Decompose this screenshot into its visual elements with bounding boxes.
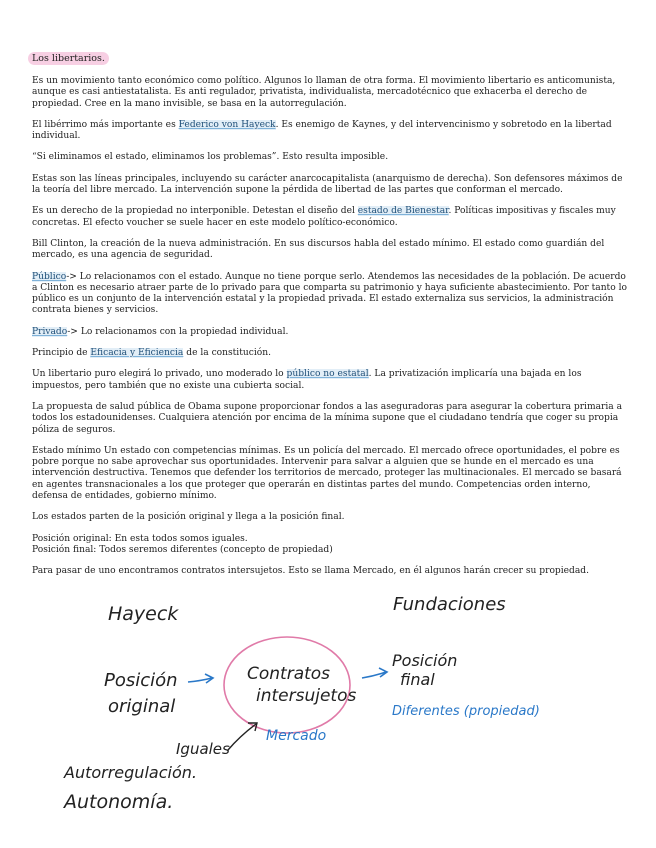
- paragraph-clinton: Bill Clinton, la creación de la nueva administración. En sus discursos habla del estado mínimo. El estado como guardián del mercado, es una agencia de seguridad.: [32, 238, 605, 261]
- sketch-fundaciones: Fundaciones: [393, 594, 506, 615]
- paragraph-quote: “Si eliminamos el estado, eliminamos los problemas”. Esto resulta imposible.: [32, 152, 389, 163]
- highlight-bienestar: estado de Bienestar: [357, 206, 449, 217]
- paragraph-posicion-original: Posición original: En esta todos somos iguales.: [32, 533, 248, 544]
- sketch-autonomia: Autonomía.: [64, 791, 174, 813]
- handwritten-diagram: [0, 580, 656, 848]
- sketch-posicion-final-2: final: [400, 670, 435, 689]
- paragraph-obama: La propuesta de salud pública de Obama supone proporcionar fondos a las aseguradoras para asegurar la cobertura primaria a todos los estadounidenses. Cualquiera atención por encima de la mínima supone que el ciudadano tendría que coger su propia póliza de seguros.: [32, 401, 622, 435]
- sketch-posicion-original-2: original: [108, 696, 176, 717]
- sketch-contratos-2: intersujetos: [256, 686, 357, 706]
- arrow-iguales-icon: [228, 724, 256, 750]
- highlight-hayeck: Federico von Hayeck: [178, 119, 276, 130]
- highlight-privado: Privado: [32, 326, 68, 337]
- sketch-posicion-original-1: Posición: [104, 670, 178, 691]
- paragraph-intro: Es un movimiento tanto económico como político. Algunos lo llaman de otra forma. El movimiento libertario es anticomunista, aunque es casi antiestatalista. Es anti regulador, privatista, individualista, mercadotécnico que exhacerba el derecho de propiedad. Cree en la mano invisible, se basa en la autorregulación.: [32, 76, 616, 109]
- circle-contratos: [224, 637, 350, 733]
- paragraph-posicion-final: Posición final: Todos seremos diferentes (concepto de propiedad): [32, 544, 333, 555]
- sketch-mercado: Mercado: [266, 728, 327, 744]
- paragraph-privado: Privado-> Lo relacionamos con la propiedad individual.: [32, 326, 289, 337]
- paragraph-estados: Los estados parten de la posición original y llega a la posición final.: [32, 512, 345, 523]
- page-title: Los libertarios.: [28, 52, 109, 65]
- paragraph-libertario: Un libertario puro elegirá lo privado, uno moderado lo público no estatal. La privatización implicaría una bajada en los impuestos, pero también que no existe una cubierta social.: [32, 369, 582, 391]
- sketch-posicion-final-1: Posición: [392, 651, 458, 670]
- sketch-hayeck: Hayeck: [108, 603, 179, 625]
- paragraph-publico: Público-> Lo relacionamos con el estado. Aunque no tiene porque serlo. Atendemos las necesidades de la población. De acuerdo a Clinton es necesario atraer parte de lo privado para que comparta su patrimonio y haya suficiente abastecimiento. Por tanto lo público es un conjunto de la intervención estatal y la propiedad privada. El estado externaliza sus servicios, la administración contrata bienes y servicios.: [32, 271, 627, 316]
- highlight-publico-no-estatal: público no estatal: [286, 369, 369, 380]
- sketch-diferentes: Diferentes (propiedad): [392, 704, 540, 719]
- paragraph-principio: Principio de Eficacia y Eficiencia de la constitución.: [32, 348, 271, 359]
- paragraph-lines: Estas son las líneas principales, incluyendo su carácter anarcocapitalista (anarquismo de derecha). Son defensores máximos de la teoría del libre mercado. La intervención supone la pérdida de libertad de las partes que conforman el mercado.: [32, 173, 623, 196]
- paragraph-contratos: Para pasar de uno encontramos contratos intersujetos. Esto se llama Mercado, en él algunos harán crecer su propiedad.: [32, 566, 589, 577]
- sketch-contratos-1: Contratos: [247, 664, 331, 684]
- paragraph-estado-minimo: Estado mínimo Un estado con competencias mínimas. Es un policía del mercado. El mercado ofrece oportunidades, el pobre es pobre porque no sabe aprovechar sus oportunidades. Intervenir para salvar a alguien que se hunde en el mercado es una intervención destructiva. Tenemos que defender los territorios de mercado, proteger las multinacionales. El mercado se basará en agentes transnacionales a los que proteger que operarán en distintas partes del mundo. Competencias orden interno, defensa de entidades, gobierno mínimo.: [32, 445, 622, 502]
- highlight-publico: Público: [32, 271, 67, 282]
- highlight-eficacia: Eficacia y Eficiencia: [90, 348, 184, 359]
- sketch-autorregulacion: Autorregulación.: [64, 763, 197, 782]
- notes-page: [32, 46, 628, 588]
- sketch-iguales: Iguales: [176, 740, 230, 758]
- paragraph-hayeck: El libérrimo más importante es Federico von Hayeck. Es enemigo de Kaynes, y del intervencinismo y sobretodo en la libertad individual.: [32, 119, 612, 142]
- paragraph-property: Es un derecho de la propiedad no interponible. Detestan el diseño del estado de Bienestar. Políticas impositivas y fiscales muy concretas. El efecto voucher se suele hacer en este modelo político-económico.: [32, 206, 616, 228]
